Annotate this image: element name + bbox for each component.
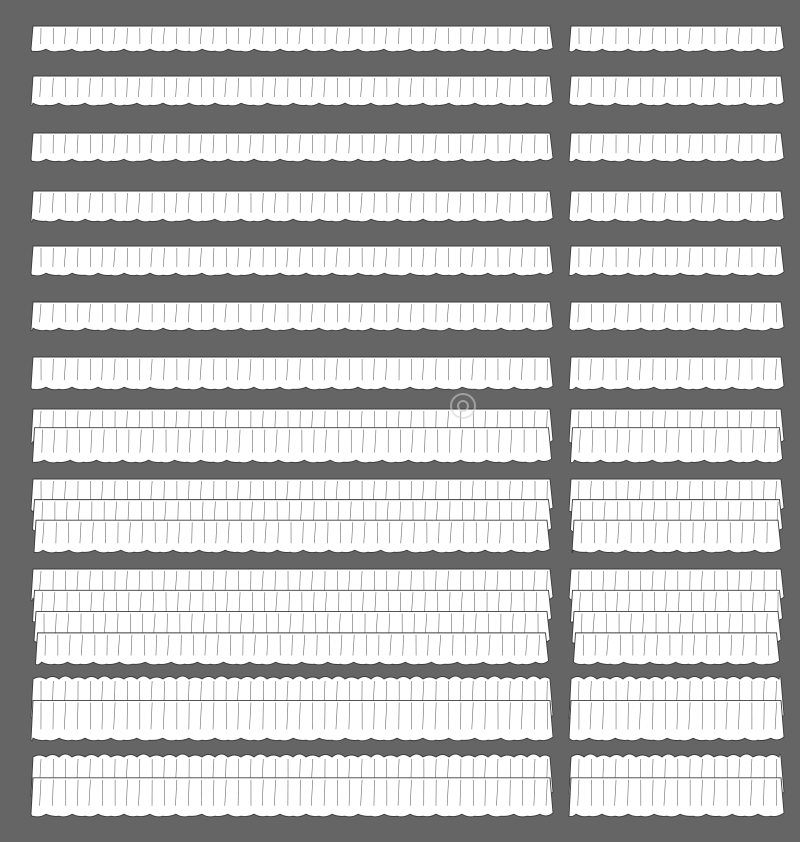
ruffle-tier	[34, 520, 550, 553]
ruffle-trim-row-10-narrow	[569, 569, 784, 665]
ruffle-tier	[33, 428, 552, 463]
ruffle-tier	[571, 428, 783, 463]
ruffle-trim-row-6-narrow	[569, 302, 784, 331]
ruffle-trim-row-12-wide	[31, 754, 553, 817]
ruffle-tier	[31, 778, 553, 817]
ruffle-trim-row-2-wide	[31, 76, 553, 106]
ruffle-trim-row-2-narrow	[569, 76, 784, 106]
ruffle-trim-row-1-narrow	[569, 26, 784, 52]
ruffle-tier	[572, 520, 781, 553]
ruffle-trim-row-7-wide	[31, 357, 553, 390]
ruffle-trim-row-11-wide	[31, 676, 553, 741]
ruffle-trim-row-4-wide	[31, 191, 553, 222]
ruffle-tier	[31, 302, 553, 331]
ruffle-trim-row-8-wide	[31, 409, 553, 463]
ruffle-tier	[31, 191, 553, 222]
ruffle-trim-row-8-narrow	[569, 409, 784, 463]
ruffle-tier	[574, 633, 780, 665]
ruffle-trim-row-6-wide	[31, 302, 553, 331]
ruffle-tier	[31, 357, 553, 390]
ruffle-tier	[31, 26, 553, 52]
ruffle-trim-row-1-wide	[31, 26, 553, 52]
ruffle-tier	[31, 133, 553, 162]
ruffle-trim-row-10-wide	[31, 569, 553, 665]
ruffle-trim-row-7-narrow	[569, 357, 784, 390]
ruffle-trim-row-5-wide	[31, 246, 553, 276]
ruffle-trim-row-5-narrow	[569, 246, 784, 276]
ruffle-tier	[31, 76, 553, 106]
ruffle-trim-row-4-narrow	[569, 191, 784, 222]
ruffle-tier	[31, 701, 553, 741]
ruffle-trim-row-11-narrow	[569, 676, 784, 741]
ruffle-trim-row-12-narrow	[569, 754, 784, 817]
ruffle-trim-row-9-wide	[31, 479, 553, 553]
ruffle-trim-row-3-wide	[31, 133, 553, 162]
ruffle-tier	[31, 246, 553, 276]
ruffle-trim-row-9-narrow	[569, 479, 784, 553]
watermark-logo-icon	[450, 393, 476, 419]
ruffle-trim-row-3-narrow	[569, 133, 784, 162]
